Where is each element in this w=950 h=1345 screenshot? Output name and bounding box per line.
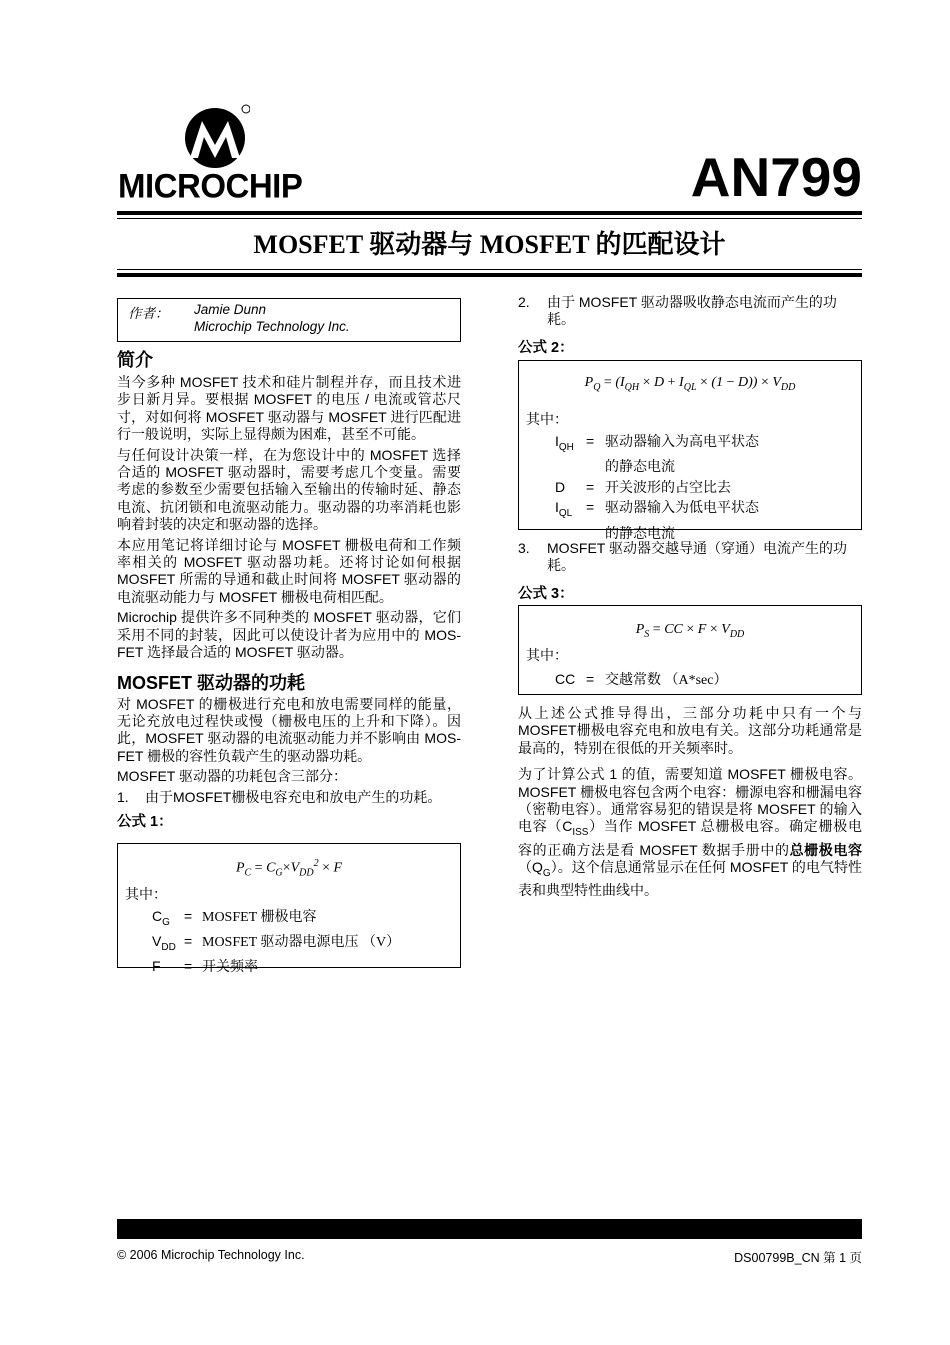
header-rule-thin [117,218,862,219]
formula2-variables [555,432,759,544]
footer-bar [117,1219,862,1239]
body-paragraph: 从上述公式推导得出，三部分功耗中只有一个与 MOSFET栅极电容充电和放电有关。这部分功耗通常是最高的，特别在很低的开关频率时。 [518,705,862,756]
power-paragraph: MOSFET 驱动器的功耗包含三部分： [117,768,347,785]
list-item [117,789,461,806]
formula1-box [117,843,461,975]
formula3-where: 其中： [526,649,568,664]
power-paragraph: 对 MOSFET 的栅极进行充电和放电需要同样的能量，无论充放电过程快或慢（栅极电压的上升和下降）。因此，MOSFET 驱动器的电流驱动能力并不影响由 MOS-FET 栅极的容性负载产生的驱动器功耗。 [117,695,461,764]
list-number: 2. [518,294,530,310]
variable-row: $I_{QL}$ = 驱动器输入为低电平状态 [555,499,759,520]
microchip-logo-icon [180,103,250,169]
list-item [518,540,862,575]
list-item [518,294,862,329]
intro-paragraph: 与任何设计决策一样，在为您设计中的 MOSFET 选择合适的 MOSFET 驱动器时，需要考虑几个变量。需要考虑的参数至少需要包括输入至输出的传输时延、静态电流、抗闭锁和电流驱动能力。驱动器的功率消耗也影响着封装的决定和驱动器的选择。 [117,446,461,533]
author-company: Microchip Technology Inc. [194,319,350,334]
list-text: MOSFET 驱动器交越导通（穿通）电流产生的功耗。 [547,540,847,574]
intro-heading: 简介 [117,350,153,370]
variable-row: 的静态电流 [605,460,675,476]
list-number: 1. [117,788,129,805]
title-rule-bottom [117,273,862,277]
footer-copyright: © 2006 Microchip Technology Inc. [117,1248,305,1262]
author-name: Jamie Dunn [194,302,267,317]
formula2-box [518,360,862,542]
list-number: 3. [518,540,530,556]
formula3-box [518,605,862,695]
author-label: 作者： [128,306,169,321]
formula2-label: 公式 2： [518,340,574,356]
variable-row: $C_G$ = MOSFET 栅极电容 [152,908,317,928]
variable-row: $V_{DD}$ = MOSFET 驱动器电源电压 （V） [152,932,401,953]
right-column-text [518,705,862,903]
intro-paragraph: 本应用笔记将详细讨论与 MOSFET 栅极电荷和工作频率相关的 MOSFET 驱动器功耗。还将讨论如何根据 MOSFET 所需的导通和截止时间将 MOSFET 驱动器的电流驱动能力与 MOSFET 栅极电荷相匹配。 [117,536,461,605]
variable-row: 的静态电流 [605,526,675,542]
formula1-where: 其中： [125,888,167,903]
variable-row: D = 开关波形的占空比去 [555,478,731,496]
formula1-expression: $P_C = C_G\times V_{DD}^2 \times F$ [235,858,343,879]
formula2-where: 其中： [526,413,568,428]
title-rule-thin [117,269,862,270]
header-rule-top [117,211,862,215]
body-paragraph: 为了计算公式 1 的值，需要知道 MOSFET 栅极电容。MOSFET 栅极电容包含两个电容：栅源电容和栅漏电容（密勒电容）。通常容易犯的错误是将 MOSFET 的输入电容$(C_{ISS})$当作 MOSFET 总栅极电容。确定栅极电容的正确方法是看 MOSFET 数据手册中的总栅极电容$(Q_G)$。这个信息通常显示在任何 MOSFET 的电气特性表和典型特性曲线中。 [518,766,863,899]
formula1-variables [152,907,400,981]
intro-paragraph: 当今多种 MOSFET 技术和硅片制程并存，而且技术进步日新月异。要根据 MOSFET 的电压 / 电流或管芯尺寸，对如何将 MOSFET 驱动器与 MOSFET 进行匹配进行一般说明，实际上显得颇为困难，甚至不可能。 [117,374,461,443]
formula3-label: 公式 3： [518,586,574,602]
variable-row: F = 开关频率 [152,957,258,975]
document-title: MOSFET 驱动器与 MOSFET 的匹配设计 [253,230,726,259]
list-text: 由于 MOSFET 驱动器吸收静态电流而产生的功耗。 [547,294,837,328]
formula2-expression: $P_Q = (I_{QH} \times D + I_{QL} \times (1 - D)) \times V_{DD}$ [584,375,796,393]
variable-row: CC = 交越常数 （A*sec） [555,671,728,688]
formula3-expression: $P_S$ = CC × $F \times V_{DD}$ [635,622,745,640]
document-number: AN799 [690,146,862,208]
variable-row: $I_{QH}$ = 驱动器输入为高电平状态 [555,433,759,453]
power-heading: MOSFET 驱动器的功耗 [117,672,305,693]
list-text: 由于MOSFET栅极电容充电和放电产生的功耗。 [145,788,442,805]
formula1-label: 公式 1： [117,813,173,830]
intro-paragraph: Microchip 提供许多不同种类的 MOSFET 驱动器，它们采用不同的封装，因此可以使设计者为应用中的 MOS-FET 选择最合适的 MOSFET 驱动器。 [117,609,461,661]
left-column [117,348,461,832]
microchip-logo-text: MICROCHIP [118,166,303,205]
author-box [117,298,461,342]
footer-page-number: DS00799B_CN 第 1 页 [734,1251,862,1265]
